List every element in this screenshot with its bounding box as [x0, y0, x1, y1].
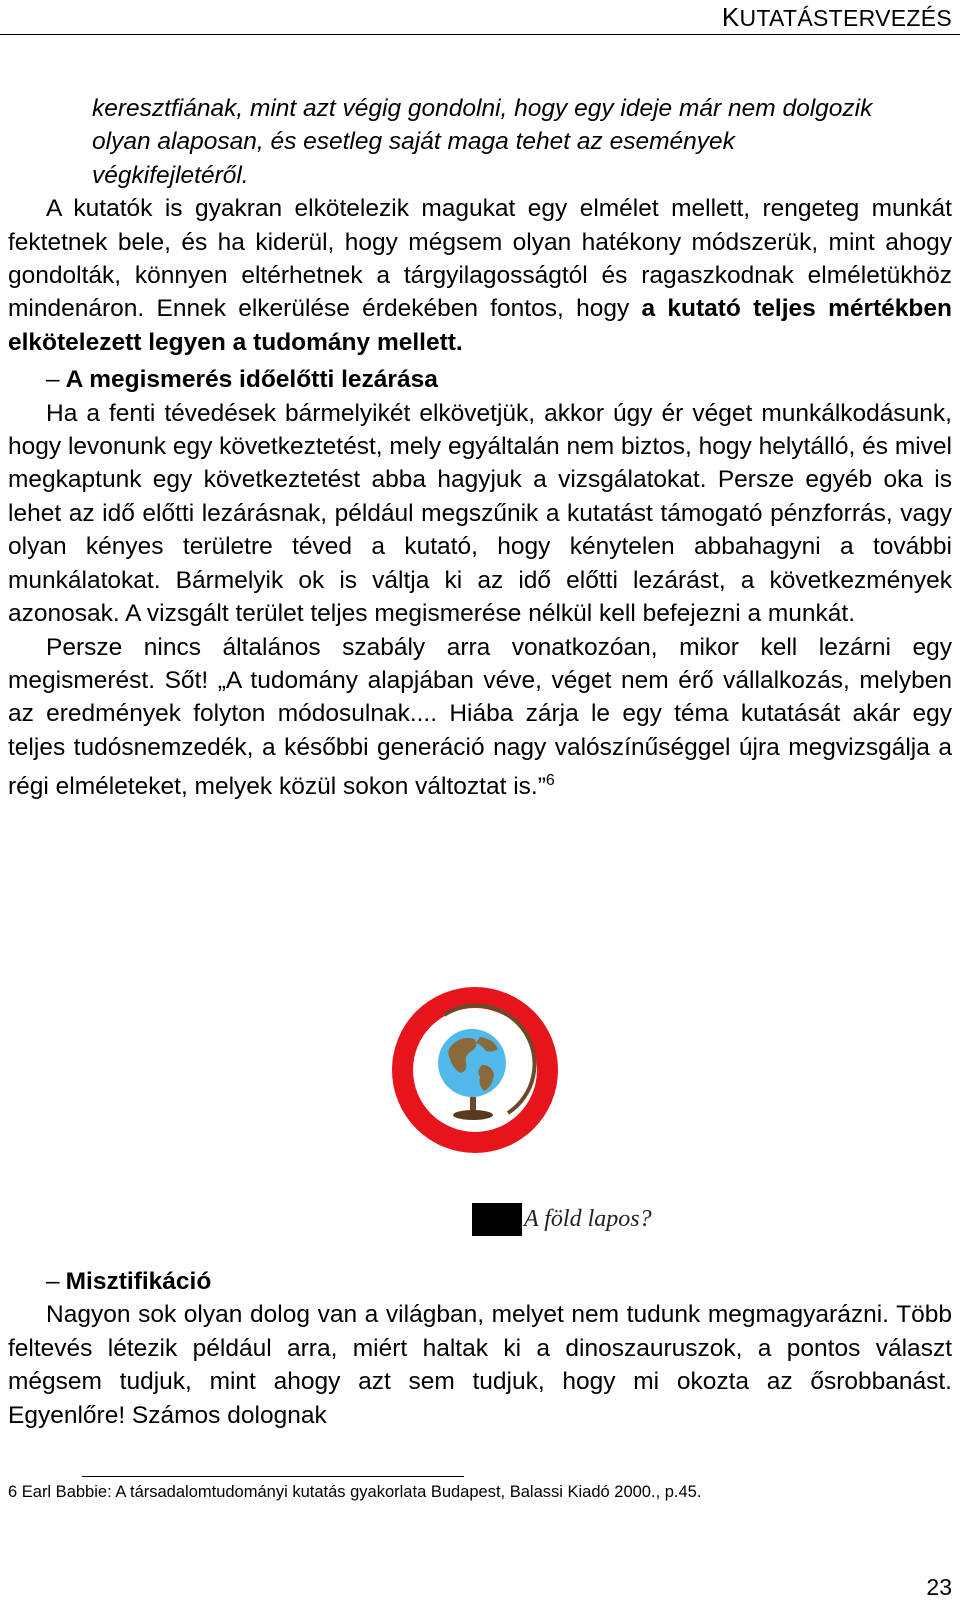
page-header	[0, 0, 960, 35]
quote-text: Persze nincs általános szabály arra vonatkozóan, mikor kell lezárni egy megismerést. Sőt! „A tudomány alapjában véve, véget nem érő vállalkozás, melyben az eredmények folyton módosulnak.... Hiába zárja le egy téma kutatását akár egy teljes tudósnemzedék, a későbbi generáció nagy valószínűséggel újra megvizsgálja a régi elméleteket, melyek közül sokon változtat is.”	[8, 633, 952, 801]
globe-stand-base	[453, 1110, 493, 1120]
paragraph-normal-text: A kutatók is gyakran elkötelezik magukat egy elmélet mellett, rengeteg munkát fektetnek bele, és ha kiderül, hogy mégsem olyan hatékony módszerük, mint ahogy gondolták, könnyen eltérhetnek a tárgyilagosságtól és ragaszkodnak elméletükhöz mindenáron. Ennek elkerülése érdekében fontos, hogy	[8, 195, 952, 323]
footnote-divider	[82, 1476, 464, 1477]
section-heading-premature-closure	[46, 363, 952, 396]
quote-continuation: keresztfiának, mint azt végig gondolni, hogy egy ideje már nem dolgozik olyan alaposan, és esetleg saját maga tehet az események végkifejletéről.	[92, 95, 873, 189]
running-head-rest: UTATÁSTERVEZÉS	[739, 5, 952, 31]
footnote-reference: 6	[545, 772, 555, 790]
section-title: A megismerés időelőtti lezárása	[65, 366, 438, 394]
paragraph-closure-1: Ha a fenti tévedések bármelyikét elkövetjük, akkor úgy ér véget munkálkodásunk, hogy levonunk egy következtetést, mely egyáltalán nem biztos, hogy helytálló, és mivel megkaptunk egy következtetést abba hagyjuk a vizsgálatokat. Persze egyéb oka is lehet az idő előtti lezárásnak, például megszűnik a kutatást támogató pénzforrás, vagy olyan kényes területre téved a kutató, hogy kénytelen abbahagyni a további munkálatokat. Bármelyik ok is váltja ki az idő előtti lezárást, a következmények azonosak. A vizsgált terület teljes megismerése nélkül kell befejezni a munkát.	[8, 399, 952, 628]
running-head-initial: K	[721, 2, 740, 32]
running-head	[722, 2, 952, 33]
black-block	[472, 1203, 522, 1236]
section-heading-mystification	[46, 1265, 952, 1298]
footnote: 6 Earl Babbie: A társadalomtudományi kutatás gyakorlata Budapest, Balassi Kiadó 2000., p.45.	[8, 1483, 702, 1501]
page-number: 23	[926, 1574, 952, 1600]
globe-icon	[390, 985, 560, 1155]
main-text	[8, 92, 952, 804]
dash-bullet: –	[46, 1268, 60, 1295]
paragraph-researchers	[8, 192, 952, 359]
dash-bullet: –	[46, 366, 60, 394]
caption-text: A föld lapos?	[524, 1206, 652, 1232]
paragraph-mystification: Nagyon sok olyan dolog van a világban, melyet nem tudunk megmagyarázni. Több feltevés létezik például arra, miért haltak ki a dinoszauruszok, a pontos választ mégsem tudjuk, mint ahogy azt sem tudjuk, hogy mi okozta az ősrobbanást. Egyenlőre! Számos dolognak	[8, 1301, 952, 1429]
main-text-continued	[8, 1265, 952, 1432]
globe-illustration	[390, 985, 560, 1155]
figure-caption	[472, 1203, 652, 1236]
paragraph-closure-2	[8, 631, 952, 804]
paragraph-bold-text: a kutató teljes mértékben elkötelezett legyen a tudomány mellett.	[8, 295, 952, 356]
section-title: Misztifikáció	[65, 1268, 212, 1295]
